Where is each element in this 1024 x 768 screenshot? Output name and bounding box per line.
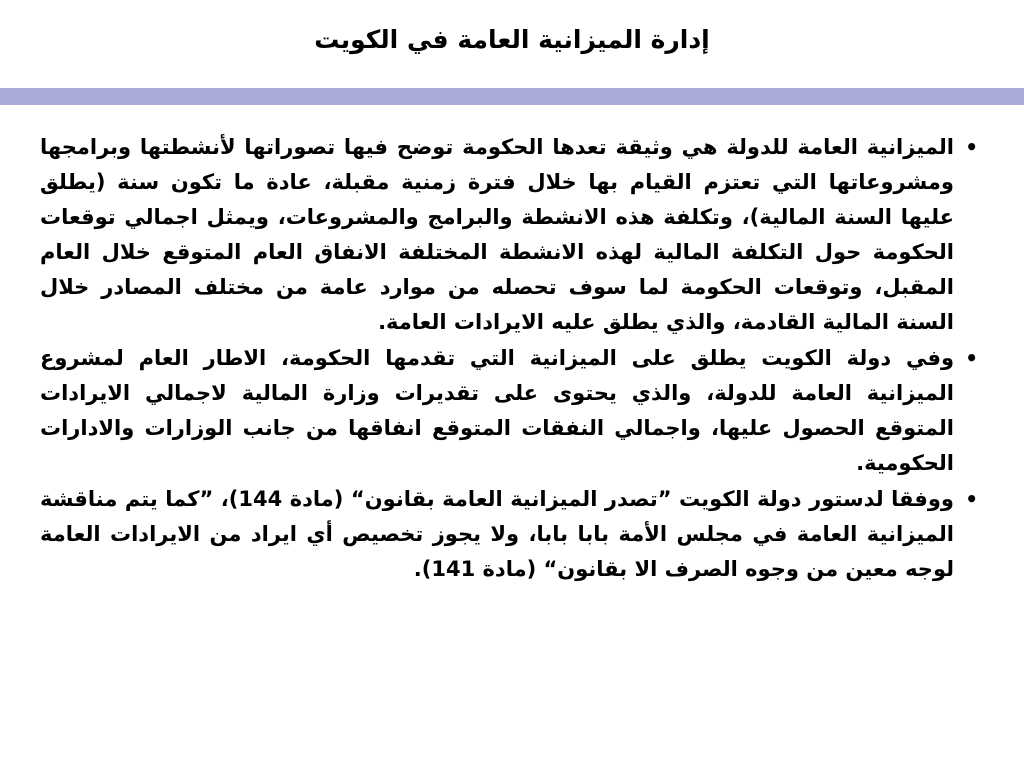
bullet-list <box>40 130 980 587</box>
bullet-dot-icon: • <box>965 346 978 370</box>
bullet-item <box>40 130 980 340</box>
bullet-item <box>40 482 980 587</box>
slide-body <box>40 130 980 588</box>
bullet-text: ووفقا لدستور دولة الكويت ”تصدر الميزانية العامة بقانون“ (مادة 144)، ”كما يتم مناقشة الميزانية العامة في مجلس الأمة بابا بابا، ولا يجوز تخصيص أي ايراد من الايرادات العامة لوجه معين من وجوه الصرف الا بقانون“ (مادة 141). <box>40 487 954 581</box>
bullet-text: وفي دولة الكويت يطلق على الميزانية التي تقدمها الحكومة، الاطار العام لمشروع الميزانية العامة للدولة، والذي يحتوى على تقديرات وزارة المالية لاجمالي الايرادات المتوقع الحصول عليها، واجمالي النفقات المتوقع انفاقها من جانب الوزارات والادارات الحكومية. <box>40 346 954 475</box>
bullet-text: الميزانية العامة للدولة هي وثيقة تعدها الحكومة توضح فيها تصوراتها لأنشطتها وبرامجها ومشروعاتها التي تعتزم القيام بها خلال فترة زمنية مقبلة، عادة ما تكون سنة (يطلق عليها السنة المالية)، وتكلفة هذه الانشطة والبرامج والمشروعات، ويمثل اجمالي توقعات الحكومة حول التكلفة المالية لهذه الانشطة المختلفة الانفاق العام المتوقع خلال العام المقبل، وتوقعات الحكومة لما سوف تحصله من موارد عامة من مختلف المصادر خلال السنة المالية القادمة، والذي يطلق عليه الايرادات العامة. <box>40 135 954 334</box>
bullet-item <box>40 341 980 481</box>
slide-title: إدارة الميزانية العامة في الكويت <box>314 25 710 54</box>
bullet-dot-icon: • <box>965 135 978 159</box>
bullet-dot-icon: • <box>965 487 978 511</box>
title-divider-bar <box>0 88 1024 105</box>
